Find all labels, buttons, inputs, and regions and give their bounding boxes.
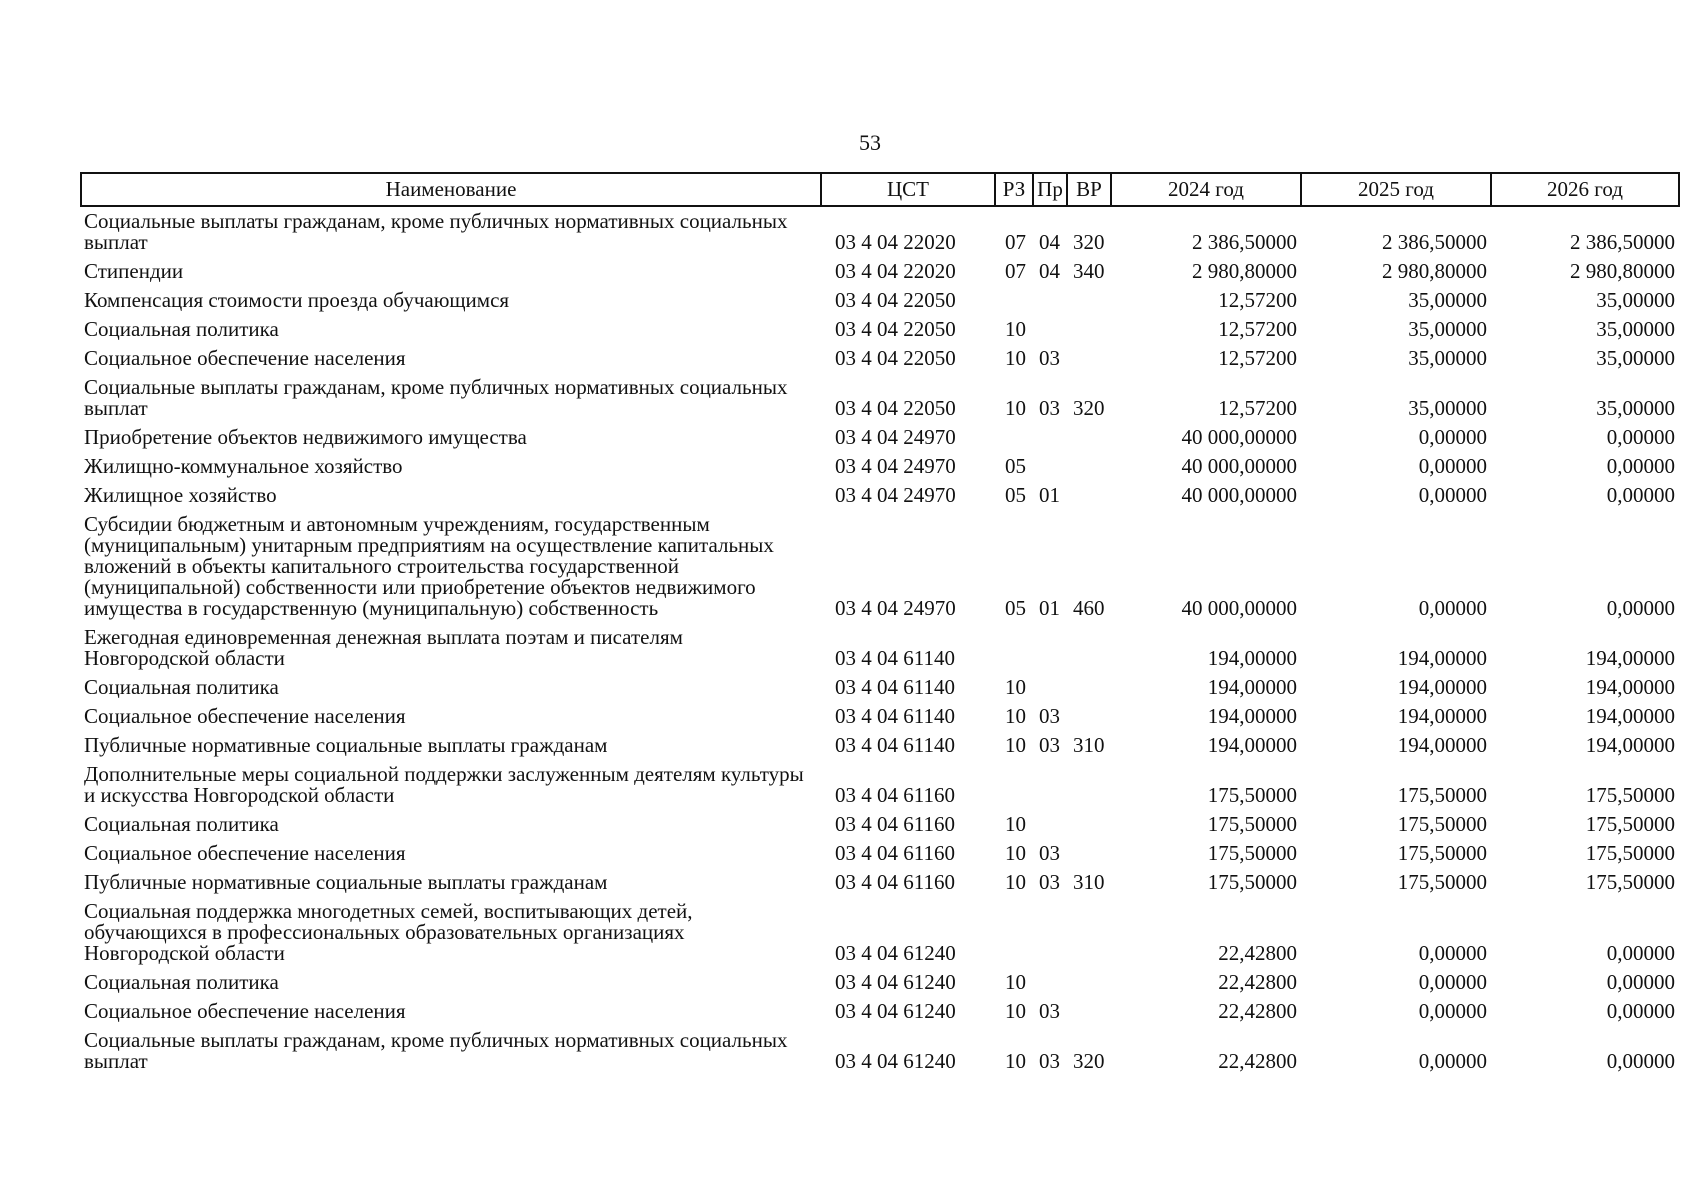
row-cst: 03 4 04 61160 <box>835 870 955 894</box>
row-value-2024: 194,00000 <box>1207 646 1297 670</box>
table-row <box>81 702 1679 731</box>
row-vr: 320 <box>1073 396 1105 420</box>
row-value-2026: 175,50000 <box>1585 783 1675 807</box>
row-cst: 03 4 04 24970 <box>835 425 956 449</box>
row-value-2026: 0,00000 <box>1606 596 1675 620</box>
row-value-2024: 175,50000 <box>1207 783 1297 807</box>
row-vr: 310 <box>1073 870 1105 894</box>
row-value-2025: 0,00000 <box>1418 941 1487 965</box>
row-value-2025: 194,00000 <box>1397 675 1487 699</box>
row-rz: 05 <box>1005 596 1026 620</box>
row-value-2026: 175,50000 <box>1585 812 1675 836</box>
row-name: Стипендии <box>84 259 184 283</box>
row-value-2024: 175,50000 <box>1207 812 1297 836</box>
row-vr <box>1067 673 1111 702</box>
row-rz: 05 <box>1005 454 1026 478</box>
row-value-2025: 0,00000 <box>1418 483 1487 507</box>
row-value-2025: 194,00000 <box>1397 733 1487 757</box>
row-cst: 03 4 04 22050 <box>835 346 956 370</box>
table-row <box>81 810 1679 839</box>
row-cst: 03 4 04 61140 <box>835 646 955 670</box>
row-rz: 10 <box>1005 346 1026 370</box>
row-rz <box>995 760 1033 810</box>
row-name: Ежегодная единовременная денежная выплата поэтам и писателям Новгородской области <box>84 625 683 670</box>
row-name: Жилищно-коммунальное хозяйство <box>84 454 403 478</box>
row-vr: 320 <box>1073 230 1105 254</box>
row-vr <box>1067 315 1111 344</box>
row-value-2025: 194,00000 <box>1397 704 1487 728</box>
row-rz: 10 <box>1005 396 1026 420</box>
row-value-2024: 175,50000 <box>1207 841 1297 865</box>
table-row <box>81 423 1679 452</box>
row-value-2026: 0,00000 <box>1606 941 1675 965</box>
row-vr <box>1067 423 1111 452</box>
row-pr: 01 <box>1039 596 1060 620</box>
row-pr: 03 <box>1039 1049 1060 1073</box>
table-row <box>81 868 1679 897</box>
row-pr <box>1033 968 1067 997</box>
header-cst: ЦСТ <box>821 173 995 206</box>
row-cst: 03 4 04 22050 <box>835 396 956 420</box>
header-name: Наименование <box>81 173 821 206</box>
row-cst: 03 4 04 61140 <box>835 704 955 728</box>
row-value-2026: 0,00000 <box>1606 454 1675 478</box>
row-cst: 03 4 04 22050 <box>835 317 956 341</box>
row-rz: 10 <box>1005 870 1026 894</box>
row-vr <box>1067 839 1111 868</box>
row-cst: 03 4 04 61240 <box>835 999 956 1023</box>
row-pr <box>1033 810 1067 839</box>
row-cst: 03 4 04 22050 <box>835 288 956 312</box>
row-value-2024: 22,42800 <box>1218 970 1297 994</box>
row-value-2024: 12,57200 <box>1218 346 1297 370</box>
row-name: Социальная политика <box>84 812 279 836</box>
row-pr <box>1033 423 1067 452</box>
table-row <box>81 206 1679 257</box>
table-header <box>81 173 1679 206</box>
row-value-2024: 2 980,80000 <box>1192 259 1297 283</box>
row-pr: 03 <box>1039 704 1060 728</box>
row-value-2025: 0,00000 <box>1418 596 1487 620</box>
row-value-2025: 0,00000 <box>1418 999 1487 1023</box>
row-name: Публичные нормативные социальные выплаты гражданам <box>84 870 608 894</box>
row-value-2024: 12,57200 <box>1218 288 1297 312</box>
row-value-2024: 12,57200 <box>1218 317 1297 341</box>
row-cst: 03 4 04 61160 <box>835 841 955 865</box>
row-vr <box>1067 286 1111 315</box>
row-value-2025: 175,50000 <box>1397 812 1487 836</box>
row-value-2024: 22,42800 <box>1218 941 1297 965</box>
row-cst: 03 4 04 61240 <box>835 941 956 965</box>
row-pr: 03 <box>1039 733 1060 757</box>
row-name: Жилищное хозяйство <box>84 483 277 507</box>
row-name: Социальные выплаты гражданам, кроме публичных нормативных социальных выплат <box>84 209 788 254</box>
row-value-2024: 40 000,00000 <box>1181 596 1297 620</box>
row-value-2025: 194,00000 <box>1397 646 1487 670</box>
row-value-2024: 40 000,00000 <box>1181 454 1297 478</box>
header-2024: 2024 год <box>1111 173 1301 206</box>
row-rz: 10 <box>1005 733 1026 757</box>
row-rz <box>995 423 1033 452</box>
row-value-2025: 35,00000 <box>1408 346 1487 370</box>
row-rz: 10 <box>1005 1049 1026 1073</box>
row-pr: 03 <box>1039 999 1060 1023</box>
row-rz: 10 <box>1005 841 1026 865</box>
row-value-2025: 35,00000 <box>1408 288 1487 312</box>
row-rz: 10 <box>1005 970 1026 994</box>
table-row <box>81 760 1679 810</box>
row-name: Социальное обеспечение населения <box>84 999 406 1023</box>
table-row <box>81 315 1679 344</box>
row-name: Дополнительные меры социальной поддержки заслуженным деятелям культуры и искусства Новгородской области <box>84 762 804 807</box>
row-rz <box>995 623 1033 673</box>
row-rz: 10 <box>1005 317 1026 341</box>
row-value-2025: 2 386,50000 <box>1382 230 1487 254</box>
row-value-2026: 194,00000 <box>1585 675 1675 699</box>
row-pr: 03 <box>1039 396 1060 420</box>
row-value-2025: 35,00000 <box>1408 396 1487 420</box>
row-name: Социальная политика <box>84 970 279 994</box>
row-name: Социальные выплаты гражданам, кроме публичных нормативных социальных выплат <box>84 375 788 420</box>
row-value-2025: 175,50000 <box>1397 841 1487 865</box>
row-vr: 340 <box>1073 259 1105 283</box>
row-rz: 10 <box>1005 675 1026 699</box>
row-rz <box>995 897 1033 968</box>
row-rz: 07 <box>1005 259 1026 283</box>
header-rz: РЗ <box>995 173 1033 206</box>
row-cst: 03 4 04 61240 <box>835 970 956 994</box>
row-value-2026: 35,00000 <box>1596 396 1675 420</box>
table-row <box>81 673 1679 702</box>
row-value-2025: 2 980,80000 <box>1382 259 1487 283</box>
row-value-2026: 194,00000 <box>1585 646 1675 670</box>
row-name: Социальное обеспечение населения <box>84 704 406 728</box>
row-name: Приобретение объектов недвижимого имущества <box>84 425 527 449</box>
row-vr <box>1067 344 1111 373</box>
row-cst: 03 4 04 61140 <box>835 675 955 699</box>
row-cst: 03 4 04 61240 <box>835 1049 956 1073</box>
row-rz: 05 <box>1005 483 1026 507</box>
row-value-2026: 0,00000 <box>1606 1049 1675 1073</box>
table-row <box>81 257 1679 286</box>
row-name: Социальное обеспечение населения <box>84 346 406 370</box>
row-cst: 03 4 04 61140 <box>835 733 955 757</box>
page-number: 53 <box>859 130 881 155</box>
row-rz: 10 <box>1005 704 1026 728</box>
row-value-2026: 35,00000 <box>1596 288 1675 312</box>
row-cst: 03 4 04 24970 <box>835 454 956 478</box>
table-row <box>81 997 1679 1026</box>
row-name: Субсидии бюджетным и автономным учреждениям, государственным (муниципальным) унитарным предприятиям на осуществление капитальных вложений в объекты капитального строительства государственной (муниципальной) собственности или приобретение объектов недвижимого имущества в государственную (муниципальную) собственность <box>84 512 774 620</box>
row-vr <box>1067 481 1111 510</box>
row-value-2026: 35,00000 <box>1596 317 1675 341</box>
row-name: Социальное обеспечение населения <box>84 841 406 865</box>
table-row <box>81 344 1679 373</box>
table-row <box>81 510 1679 623</box>
row-cst: 03 4 04 24970 <box>835 596 956 620</box>
header-vr: ВР <box>1067 173 1111 206</box>
row-pr: 04 <box>1039 259 1060 283</box>
row-vr <box>1067 702 1111 731</box>
row-vr <box>1067 452 1111 481</box>
table-row <box>81 968 1679 997</box>
row-name: Социальная поддержка многодетных семей, воспитывающих детей, обучающихся в профессиональных образовательных организациях Новгородской области <box>84 899 693 965</box>
row-pr <box>1033 286 1067 315</box>
row-value-2026: 0,00000 <box>1606 970 1675 994</box>
row-name: Социальные выплаты гражданам, кроме публичных нормативных социальных выплат <box>84 1028 788 1073</box>
row-value-2026: 175,50000 <box>1585 870 1675 894</box>
budget-table <box>80 172 1680 1076</box>
row-value-2026: 194,00000 <box>1585 704 1675 728</box>
row-value-2025: 175,50000 <box>1397 870 1487 894</box>
row-value-2026: 194,00000 <box>1585 733 1675 757</box>
row-value-2024: 40 000,00000 <box>1181 425 1297 449</box>
row-value-2026: 0,00000 <box>1606 483 1675 507</box>
table-row <box>81 452 1679 481</box>
row-value-2025: 0,00000 <box>1418 425 1487 449</box>
row-value-2025: 0,00000 <box>1418 1049 1487 1073</box>
row-value-2025: 175,50000 <box>1397 783 1487 807</box>
row-rz: 10 <box>1005 999 1026 1023</box>
row-pr: 04 <box>1039 230 1060 254</box>
row-value-2026: 0,00000 <box>1606 999 1675 1023</box>
row-value-2025: 35,00000 <box>1408 317 1487 341</box>
header-pr: Пр <box>1033 173 1067 206</box>
row-value-2024: 175,50000 <box>1207 870 1297 894</box>
row-pr <box>1033 897 1067 968</box>
row-value-2026: 2 386,50000 <box>1570 230 1675 254</box>
row-cst: 03 4 04 22020 <box>835 259 956 283</box>
row-value-2024: 40 000,00000 <box>1181 483 1297 507</box>
table-row <box>81 623 1679 673</box>
row-value-2024: 22,42800 <box>1218 1049 1297 1073</box>
row-value-2026: 175,50000 <box>1585 841 1675 865</box>
row-vr: 310 <box>1073 733 1105 757</box>
row-name: Социальная политика <box>84 317 279 341</box>
row-vr <box>1067 623 1111 673</box>
row-name: Социальная политика <box>84 675 279 699</box>
header-2025: 2025 год <box>1301 173 1491 206</box>
table-row <box>81 373 1679 423</box>
row-pr: 03 <box>1039 346 1060 370</box>
row-vr <box>1067 968 1111 997</box>
row-value-2025: 0,00000 <box>1418 454 1487 478</box>
row-vr <box>1067 897 1111 968</box>
table-row <box>81 731 1679 760</box>
row-pr <box>1033 760 1067 810</box>
row-value-2024: 12,57200 <box>1218 396 1297 420</box>
row-pr: 03 <box>1039 870 1060 894</box>
table-row <box>81 1026 1679 1076</box>
table-row <box>81 481 1679 510</box>
row-vr: 320 <box>1073 1049 1105 1073</box>
row-vr <box>1067 760 1111 810</box>
row-name: Компенсация стоимости проезда обучающимся <box>84 288 510 312</box>
row-value-2026: 2 980,80000 <box>1570 259 1675 283</box>
row-rz: 10 <box>1005 812 1026 836</box>
row-name: Публичные нормативные социальные выплаты гражданам <box>84 733 608 757</box>
row-vr <box>1067 810 1111 839</box>
row-pr <box>1033 315 1067 344</box>
row-pr <box>1033 623 1067 673</box>
row-pr <box>1033 673 1067 702</box>
table-row <box>81 286 1679 315</box>
row-value-2025: 0,00000 <box>1418 970 1487 994</box>
row-pr: 01 <box>1039 483 1060 507</box>
table-row <box>81 897 1679 968</box>
row-value-2024: 194,00000 <box>1207 675 1297 699</box>
row-cst: 03 4 04 22020 <box>835 230 956 254</box>
row-value-2024: 2 386,50000 <box>1192 230 1297 254</box>
row-cst: 03 4 04 61160 <box>835 812 955 836</box>
row-value-2024: 194,00000 <box>1207 733 1297 757</box>
row-pr <box>1033 452 1067 481</box>
row-value-2024: 194,00000 <box>1207 704 1297 728</box>
row-rz: 07 <box>1005 230 1026 254</box>
table-body <box>81 206 1679 1076</box>
row-rz <box>995 286 1033 315</box>
row-cst: 03 4 04 61160 <box>835 783 955 807</box>
row-vr <box>1067 997 1111 1026</box>
row-value-2026: 35,00000 <box>1596 346 1675 370</box>
row-pr: 03 <box>1039 841 1060 865</box>
header-2026: 2026 год <box>1491 173 1679 206</box>
row-cst: 03 4 04 24970 <box>835 483 956 507</box>
table-row <box>81 839 1679 868</box>
row-value-2024: 22,42800 <box>1218 999 1297 1023</box>
row-value-2026: 0,00000 <box>1606 425 1675 449</box>
row-vr: 460 <box>1073 596 1105 620</box>
